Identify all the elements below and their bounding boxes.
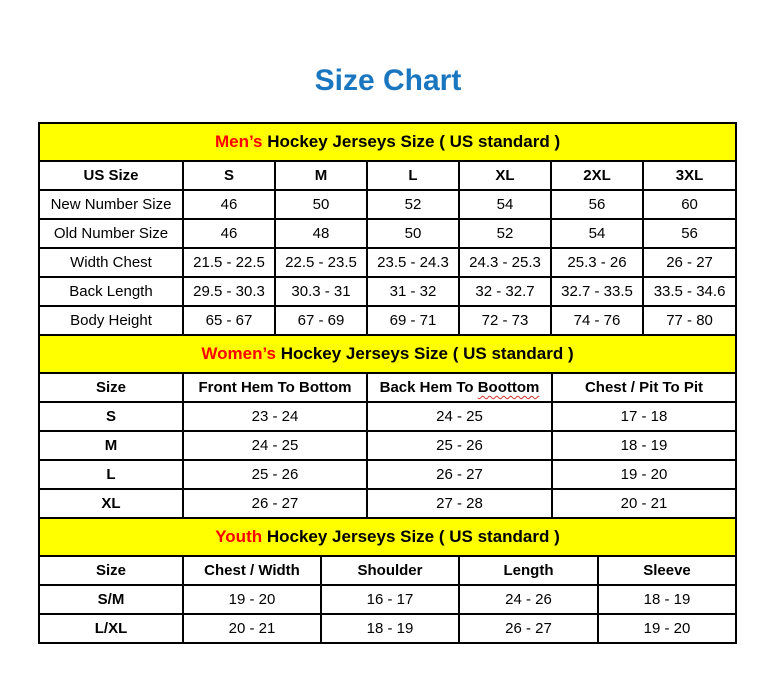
size-value-cell: 25 - 26 xyxy=(367,431,552,460)
back-hem-prefix: Back Hem To xyxy=(379,379,478,396)
womens-size-table xyxy=(38,334,737,519)
column-header: XL xyxy=(459,161,551,190)
mens-size-table xyxy=(38,122,737,336)
column-header: 3XL xyxy=(643,161,736,190)
size-value-cell: 25.3 - 26 xyxy=(551,248,643,277)
table-row xyxy=(39,248,736,277)
youth-size-table xyxy=(38,517,737,644)
size-value-cell: 54 xyxy=(551,219,643,248)
size-value-cell: 19 - 20 xyxy=(598,614,736,643)
size-value-cell: 77 - 80 xyxy=(643,306,736,335)
size-value-cell: 32 - 32.7 xyxy=(459,277,551,306)
column-header: Chest / Pit To Pit xyxy=(552,373,736,402)
table-row xyxy=(39,190,736,219)
row-label: L xyxy=(39,460,183,489)
size-value-cell: 48 xyxy=(275,219,367,248)
size-value-cell: 52 xyxy=(367,190,459,219)
size-value-cell: 19 - 20 xyxy=(183,585,321,614)
size-value-cell: 33.5 - 34.6 xyxy=(643,277,736,306)
womens-section-rest: Hockey Jerseys Size ( US standard ) xyxy=(276,344,574,363)
table-header-row xyxy=(39,373,736,402)
row-label: S/M xyxy=(39,585,183,614)
page-title: Size Chart xyxy=(314,64,462,97)
row-label: New Number Size xyxy=(39,190,183,219)
size-value-cell: 23 - 24 xyxy=(183,402,367,431)
table-row xyxy=(39,277,736,306)
column-header: Length xyxy=(459,556,598,585)
size-value-cell: 20 - 21 xyxy=(552,489,736,518)
size-value-cell: 26 - 27 xyxy=(643,248,736,277)
table-row xyxy=(39,306,736,335)
size-value-cell: 46 xyxy=(183,190,275,219)
column-header: S xyxy=(183,161,275,190)
row-label: Back Length xyxy=(39,277,183,306)
column-header: M xyxy=(275,161,367,190)
size-value-cell: 65 - 67 xyxy=(183,306,275,335)
mens-section-rest: Hockey Jerseys Size ( US standard ) xyxy=(262,132,561,151)
youth-section-highlight: Youth xyxy=(215,527,263,546)
size-value-cell: 72 - 73 xyxy=(459,306,551,335)
row-label: M xyxy=(39,431,183,460)
row-label: XL xyxy=(39,489,183,518)
size-value-cell: 21.5 - 22.5 xyxy=(183,248,275,277)
womens-section-header xyxy=(39,335,736,373)
column-header-misspelled xyxy=(367,373,552,402)
size-value-cell: 17 - 18 xyxy=(552,402,736,431)
table-row xyxy=(39,460,736,489)
size-value-cell: 26 - 27 xyxy=(459,614,598,643)
column-header: 2XL xyxy=(551,161,643,190)
column-header: L xyxy=(367,161,459,190)
misspelled-word: Boottom xyxy=(477,379,540,396)
size-value-cell: 56 xyxy=(551,190,643,219)
column-header: Chest / Width xyxy=(183,556,321,585)
size-value-cell: 19 - 20 xyxy=(552,460,736,489)
size-value-cell: 29.5 - 30.3 xyxy=(183,277,275,306)
size-chart xyxy=(38,122,735,644)
size-value-cell: 26 - 27 xyxy=(367,460,552,489)
size-value-cell: 20 - 21 xyxy=(183,614,321,643)
column-header: Sleeve xyxy=(598,556,736,585)
size-value-cell: 16 - 17 xyxy=(321,585,459,614)
row-label: L/XL xyxy=(39,614,183,643)
row-label: Old Number Size xyxy=(39,219,183,248)
mens-section-header xyxy=(39,123,736,161)
column-header: US Size xyxy=(39,161,183,190)
size-value-cell: 74 - 76 xyxy=(551,306,643,335)
size-value-cell: 32.7 - 33.5 xyxy=(551,277,643,306)
size-value-cell: 23.5 - 24.3 xyxy=(367,248,459,277)
size-value-cell: 50 xyxy=(275,190,367,219)
size-value-cell: 22.5 - 23.5 xyxy=(275,248,367,277)
youth-section-header xyxy=(39,518,736,556)
size-value-cell: 56 xyxy=(643,219,736,248)
table-row xyxy=(39,614,736,643)
womens-section-highlight: Women’s xyxy=(201,344,276,363)
size-value-cell: 67 - 69 xyxy=(275,306,367,335)
size-value-cell: 50 xyxy=(367,219,459,248)
column-header: Front Hem To Bottom xyxy=(183,373,367,402)
youth-section-rest: Hockey Jerseys Size ( US standard ) xyxy=(262,527,560,546)
row-label: Body Height xyxy=(39,306,183,335)
size-value-cell: 69 - 71 xyxy=(367,306,459,335)
size-value-cell: 26 - 27 xyxy=(183,489,367,518)
table-header-row xyxy=(39,556,736,585)
row-label: Width Chest xyxy=(39,248,183,277)
size-value-cell: 60 xyxy=(643,190,736,219)
size-value-cell: 24 - 25 xyxy=(183,431,367,460)
row-label: S xyxy=(39,402,183,431)
table-header-row xyxy=(39,161,736,190)
size-value-cell: 31 - 32 xyxy=(367,277,459,306)
size-value-cell: 54 xyxy=(459,190,551,219)
table-row xyxy=(39,219,736,248)
size-value-cell: 25 - 26 xyxy=(183,460,367,489)
size-value-cell: 24.3 - 25.3 xyxy=(459,248,551,277)
size-value-cell: 46 xyxy=(183,219,275,248)
size-value-cell: 18 - 19 xyxy=(598,585,736,614)
table-row xyxy=(39,585,736,614)
size-value-cell: 24 - 25 xyxy=(367,402,552,431)
size-value-cell: 24 - 26 xyxy=(459,585,598,614)
table-row xyxy=(39,402,736,431)
column-header: Shoulder xyxy=(321,556,459,585)
size-value-cell: 18 - 19 xyxy=(321,614,459,643)
mens-section-highlight: Men’s xyxy=(214,132,263,151)
column-header: Size xyxy=(39,556,183,585)
table-row xyxy=(39,489,736,518)
size-value-cell: 30.3 - 31 xyxy=(275,277,367,306)
column-header: Size xyxy=(39,373,183,402)
size-value-cell: 52 xyxy=(459,219,551,248)
size-value-cell: 18 - 19 xyxy=(552,431,736,460)
table-row xyxy=(39,431,736,460)
size-value-cell: 27 - 28 xyxy=(367,489,552,518)
